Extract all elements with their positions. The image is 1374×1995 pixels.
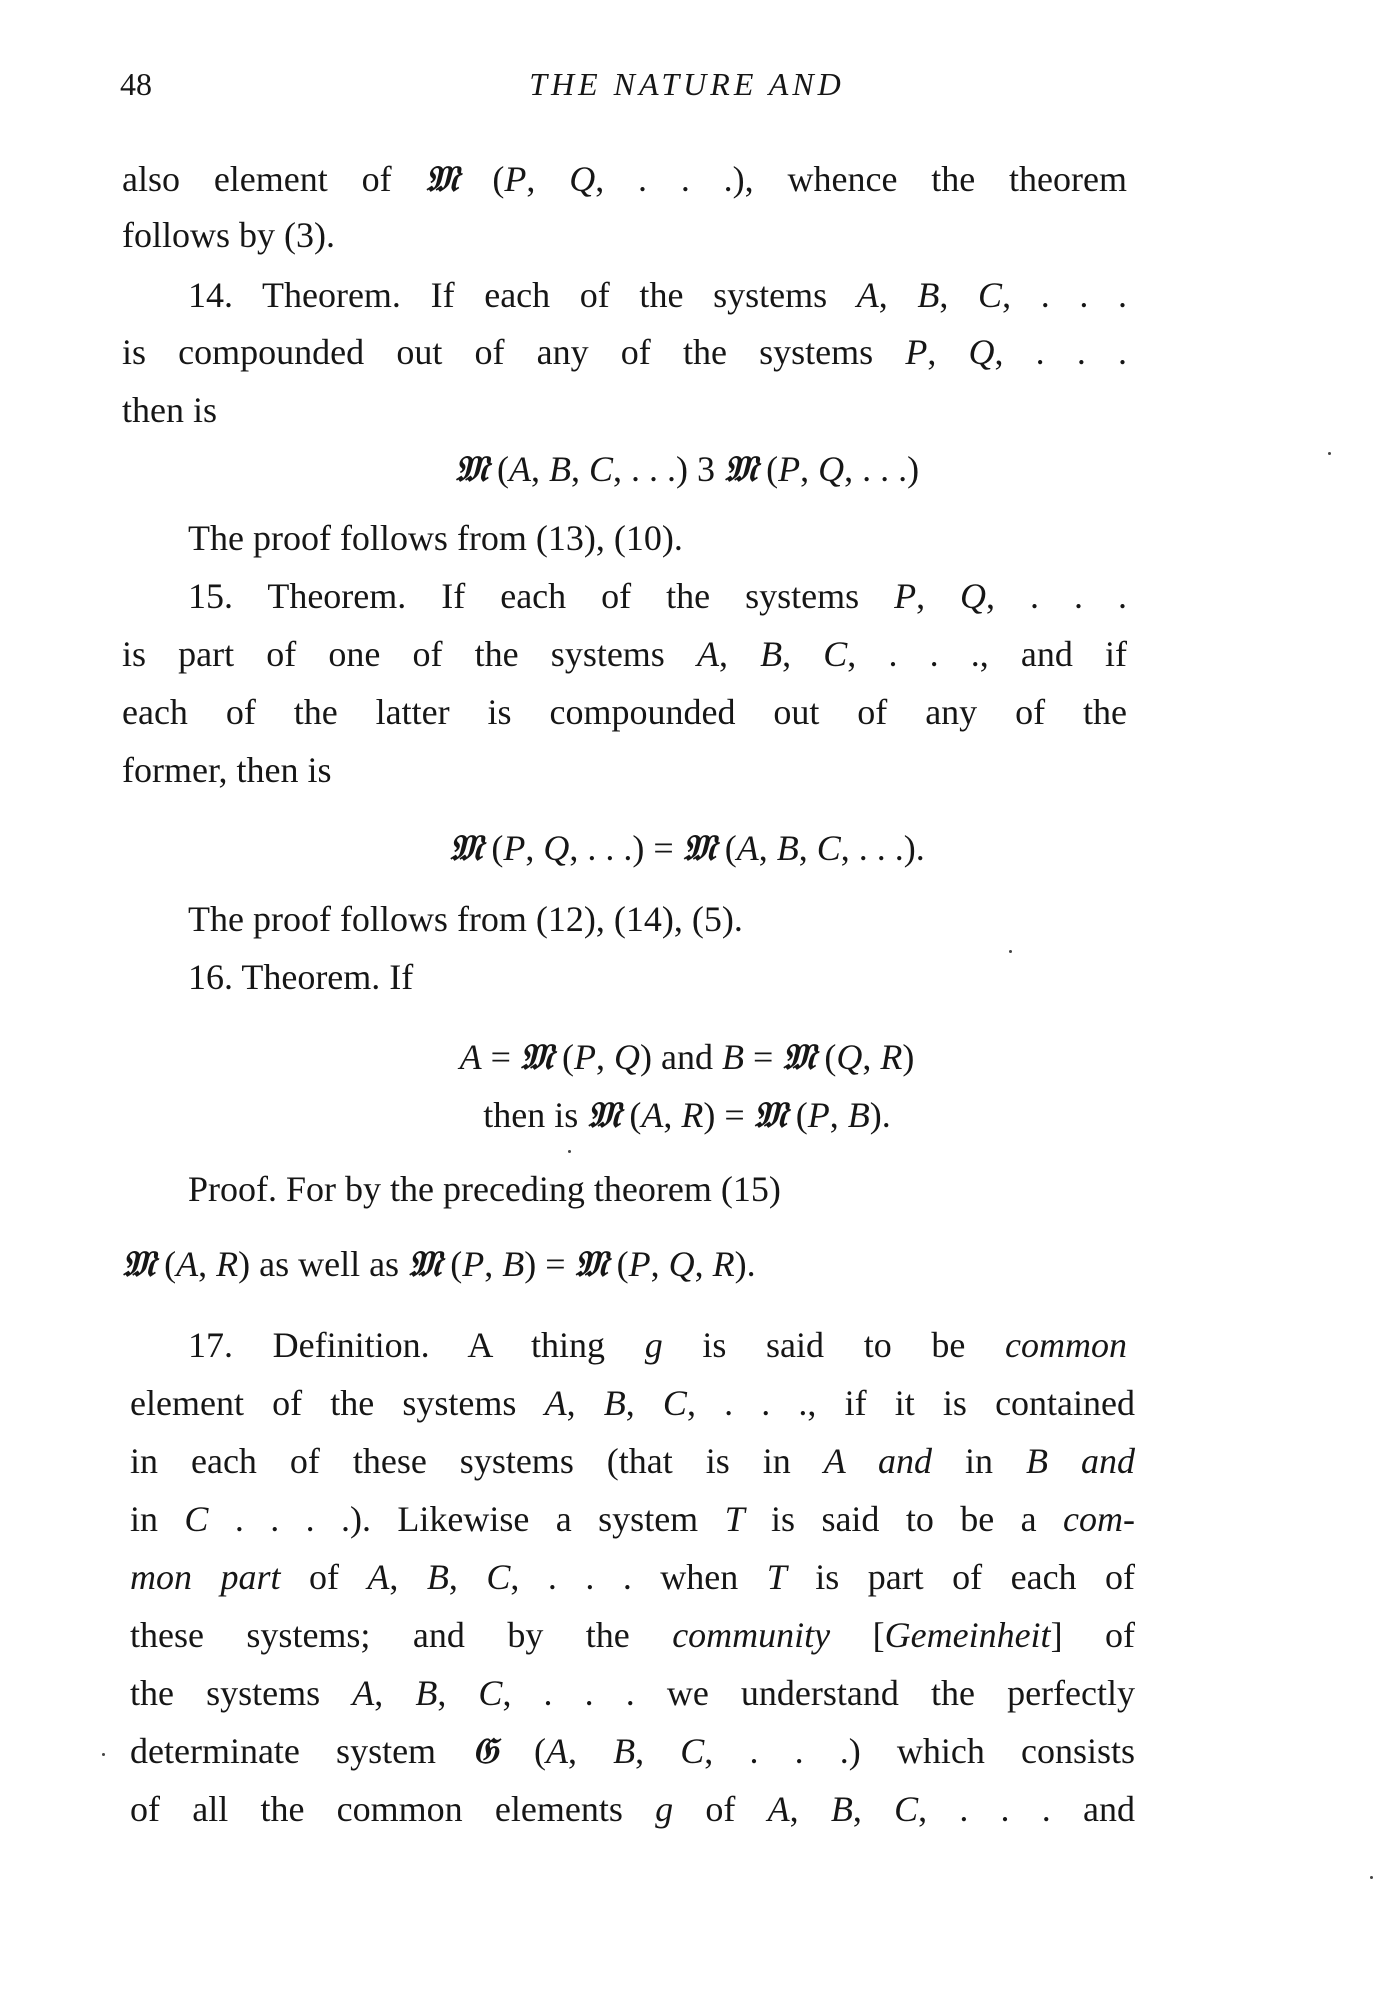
italic-text: P [905, 332, 928, 372]
italic-text: R [681, 1095, 704, 1135]
formula-line: 𝔐 (A, R) as well as 𝔐 (P, B) = 𝔐 (P, Q, R). [122, 1243, 756, 1285]
italic-text: A [367, 1557, 390, 1597]
italic-text: A [856, 275, 879, 315]
text-line: these systems; and by the community [Gemeinheit] of [130, 1615, 1135, 1655]
italic-text: B [415, 1673, 438, 1713]
italic-text: C [894, 1789, 919, 1829]
print-speck [1328, 452, 1331, 455]
italic-text: C [823, 634, 848, 674]
text-line: element of the systems A, B, C, . . ., if it is contained [130, 1383, 1136, 1423]
formula-line: A = 𝔐 (P, Q) and B = 𝔐 (Q, R) [459, 1036, 915, 1078]
print-speck [1370, 1876, 1373, 1879]
fraktur-symbol: 𝔐 [782, 1036, 816, 1078]
italic-text: A and [823, 1441, 933, 1481]
text-line: each of the latter is compounded out of any of the [122, 692, 1127, 732]
formula-line: 𝔐 (P, Q, . . .) = 𝔐 (A, B, C, . . .). [449, 827, 925, 869]
italic-text: T [724, 1499, 745, 1539]
italic-text: A [508, 449, 531, 489]
fraktur-symbol: 𝔐 [519, 1036, 554, 1078]
proof-line: Proof. For by the preceding theorem (15) [188, 1169, 781, 1209]
page-header [0, 66, 1374, 106]
italic-text: Q [668, 1244, 695, 1284]
theorem-15-line: 15. Theorem. If each of the systems P, Q, . . . [188, 576, 1127, 616]
running-head: THE NATURE AND [529, 66, 845, 102]
italic-text: B [603, 1383, 626, 1423]
italic-text: C [816, 828, 841, 868]
italic-text: C [662, 1383, 687, 1423]
italic-text: B [917, 275, 940, 315]
italic-text: P [807, 1095, 830, 1135]
text-line: is compounded out of any of the systems P, Q, . . . [122, 332, 1128, 372]
text-line: determinate system 𝔊 (A, B, C, . . .) which consists [130, 1730, 1136, 1772]
italic-text: C [588, 449, 613, 489]
italic-text: P [574, 1037, 597, 1077]
italic-text: P [778, 449, 801, 489]
print-speck [568, 1150, 571, 1153]
italic-text: g [644, 1325, 663, 1365]
italic-text: community [672, 1615, 831, 1655]
italic-text: Q [614, 1037, 641, 1077]
italic-text: P [504, 159, 527, 199]
italic-text: A [696, 634, 719, 674]
italic-text: C [184, 1499, 209, 1539]
italic-text: B [721, 1037, 744, 1077]
text-line: follows by (3). [122, 215, 335, 255]
italic-text: R [712, 1244, 735, 1284]
fraktur-symbol: 𝔐 [408, 1243, 442, 1285]
italic-text: B [613, 1731, 636, 1771]
italic-text: A [459, 1037, 482, 1077]
italic-text: B [502, 1244, 525, 1284]
text-line: also element of 𝔐 (P, Q, . . .), whence the theorem [122, 158, 1127, 200]
italic-text: Q [968, 332, 995, 372]
italic-text: Q [960, 576, 987, 616]
italic-text: g [655, 1789, 674, 1829]
fraktur-symbol: 𝔐 [122, 1243, 156, 1285]
fraktur-symbol: 𝔐 [574, 1243, 608, 1285]
italic-text: B [548, 449, 571, 489]
italic-text: Gemeinheit [884, 1615, 1051, 1655]
italic-text: B [426, 1557, 449, 1597]
text-line: in each of these systems (that is in A and in B and [130, 1441, 1136, 1481]
print-speck [102, 1753, 105, 1756]
page-number: 48 [120, 66, 152, 102]
italic-text: P [628, 1244, 651, 1284]
italic-text: mon part [130, 1557, 281, 1597]
italic-text: P [503, 828, 526, 868]
italic-text: B [830, 1789, 853, 1829]
italic-text: com- [1063, 1499, 1135, 1539]
text-line: then is [122, 390, 217, 430]
fraktur-symbol: 𝔐 [682, 827, 716, 869]
theorem-14-line: 14. Theorem. If each of the systems A, B, C, . . . [188, 275, 1128, 315]
italic-text: A [767, 1789, 790, 1829]
italic-text: B [776, 828, 799, 868]
italic-text: B [847, 1095, 870, 1135]
italic-text: Q [818, 449, 845, 489]
italic-text: B [760, 634, 783, 674]
italic-text: A [736, 828, 759, 868]
italic-text: common [1005, 1325, 1127, 1365]
italic-text: Q [569, 159, 596, 199]
proof-line: The proof follows from (13), (10). [188, 518, 683, 558]
italic-text: C [680, 1731, 705, 1771]
fraktur-symbol: 𝔐 [454, 448, 488, 490]
italic-text: R [880, 1037, 903, 1077]
fraktur-symbol: 𝔐 [449, 827, 483, 869]
text-line: mon part of A, B, C, . . . when T is part of each of [130, 1557, 1136, 1597]
text-line: the systems A, B, C, . . . we understand the perfectly [130, 1673, 1135, 1713]
italic-text: P [894, 576, 917, 616]
italic-text: T [766, 1557, 787, 1597]
proof-line: The proof follows from (12), (14), (5). [188, 899, 743, 939]
text-line: in C . . . .). Likewise a system T is said to be a com- [130, 1499, 1135, 1539]
italic-text: C [978, 275, 1003, 315]
definition-17-line: 17. Definition. A thing g is said to be common [188, 1325, 1127, 1365]
text-line: of all the common elements g of A, B, C, . . . and [130, 1789, 1136, 1829]
theorem-16-line: 16. Theorem. If [188, 957, 414, 997]
italic-text: A [176, 1244, 199, 1284]
fraktur-symbol: 𝔊 [472, 1730, 498, 1772]
italic-text: B and [1026, 1441, 1136, 1481]
fraktur-symbol: 𝔐 [425, 158, 459, 200]
italic-text: A [641, 1095, 664, 1135]
italic-text: A [545, 1731, 568, 1771]
italic-text: A [544, 1383, 567, 1423]
italic-text: Q [836, 1037, 863, 1077]
italic-text: C [486, 1557, 511, 1597]
italic-text: Q [543, 828, 570, 868]
fraktur-symbol: 𝔐 [587, 1094, 621, 1136]
text-line: is part of one of the systems A, B, C, . . ., and if [122, 634, 1128, 674]
formula-line: then is 𝔐 (A, R) = 𝔐 (P, B). [483, 1094, 891, 1136]
italic-text: P [462, 1244, 485, 1284]
italic-text: C [478, 1673, 503, 1713]
formula-line: 𝔐 (A, B, C, . . .) 3 𝔐 (P, Q, . . .) [454, 448, 920, 490]
italic-text: R [216, 1244, 239, 1284]
print-speck [1009, 950, 1012, 953]
italic-text: A [352, 1673, 375, 1713]
text-line: former, then is [122, 750, 332, 790]
fraktur-symbol: 𝔐 [753, 1094, 787, 1136]
fraktur-symbol: 𝔐 [724, 448, 758, 490]
